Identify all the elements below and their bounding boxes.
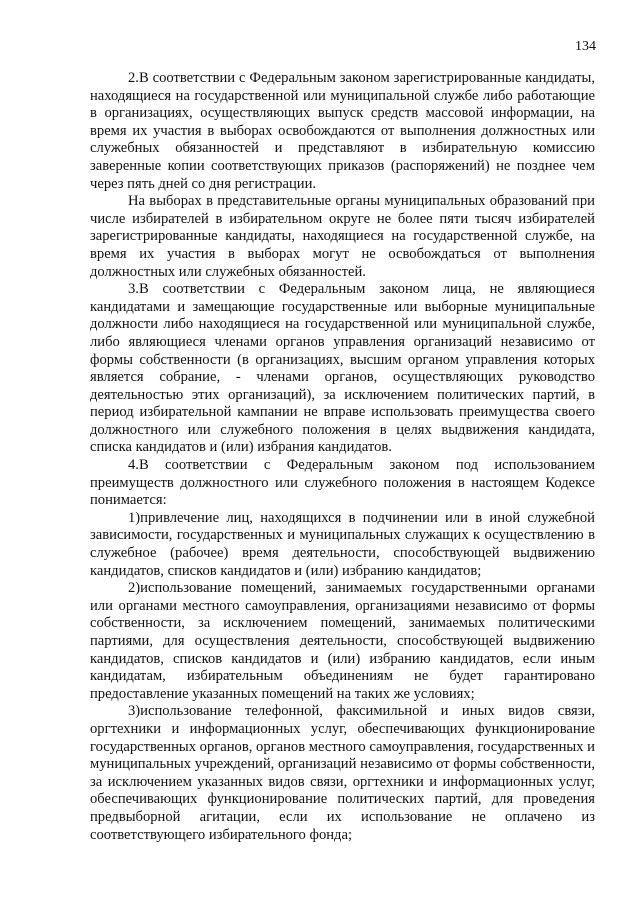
- list-item-1: 1)привлечение лиц, находящихся в подчинении или в иной служебной зависимости, государственных и муниципальных служащих к осуществлению в служебное (рабочее) время деятельности, способствующей выдвижению кандидатов, списков кандидатов и (или) избранию кандидатов;: [90, 509, 595, 579]
- document-body: [90, 70, 595, 844]
- list-item-2: 2)использование помещений, занимаемых государственными органами или органами местного самоуправления, организациями независимо от формы собственности, за исключением помещений, занимаемых политическими партиями, для осуществления деятельности, способствующей выдвижению кандидатов, списков кандидатов и (или) избранию кандидатов, если иным кандидатам, избирательным объединениям не будет гарантировано предоставление указанных помещений на таких же условиях;: [90, 580, 595, 702]
- page-number: 134: [575, 39, 596, 54]
- paragraph-article-3: 3.В соответствии с Федеральным законом лица, не являющиеся кандидатами и замещающие государственные или выборные муниципальные должности либо находящиеся на государственной или муниципальной службе, либо являющиеся членами органов управления организаций независимо от формы собственности (в организациях, высшим органом управления которых является собрание, - членами органов, осуществляющих руководство деятельностью этих организаций), за исключением политических партий, в период избирательной кампании не вправе использовать преимущества своего должностного или служебного положения в целях выдвижения кандидата, списка кандидатов и (или) избрания кандидатов.: [90, 281, 595, 456]
- list-item-3: 3)использование телефонной, факсимильной и иных видов связи, оргтехники и информационных услуг, обеспечивающих функционирование государственных органов, органов местного самоуправления, государственных и муниципальных учреждений, организаций независимо от формы собственности, за исключением указанных видов связи, оргтехники и информационных услуг, обеспечивающих функционирование политических партий, для проведения предвыборной агитации, если их использование не оплачено из соответствующего избирательного фонда;: [90, 703, 595, 843]
- paragraph-article-2: 2.В соответствии с Федеральным законом зарегистрированные кандидаты, находящиеся на государственной или муниципальной службе либо работающие в организациях, осуществляющих выпуск средств массовой информации, на время их участия в выборах освобождаются от выполнения должностных или служебных обязанностей и представляют в избирательную комиссию заверенные копии соответствующих приказов (распоряжений) не позднее чем через пять дней со дня регистрации.: [90, 70, 595, 192]
- paragraph-article-4: 4.В соответствии с Федеральным законом под использованием преимуществ должностного или служебного положения в настоящем Кодексе понимается:: [90, 457, 595, 509]
- paragraph-municipal-elections: На выборах в представительные органы муниципальных образований при числе избирателей в избирательном округе не более пяти тысяч избирателей зарегистрированные кандидаты, находящиеся на государственной службе, на время их участия в выборах могут не освобождаться от выполнения должностных или служебных обязанностей.: [90, 193, 595, 280]
